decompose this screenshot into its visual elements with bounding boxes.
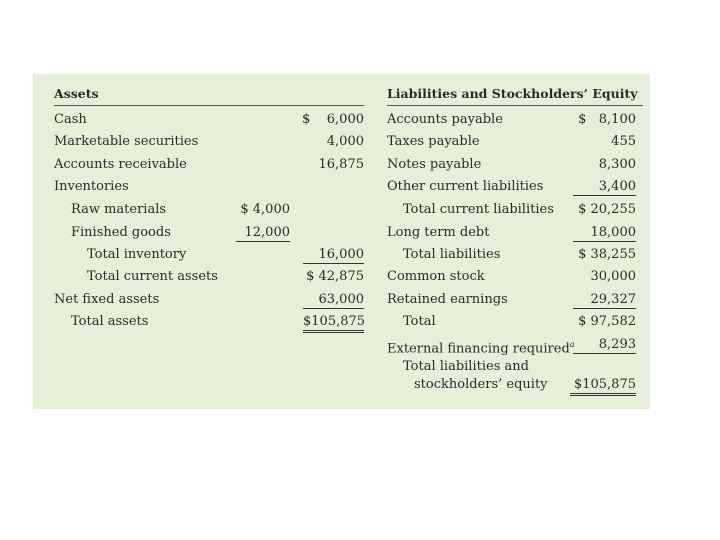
accounts-payable-value: $ 8,100 — [578, 112, 636, 127]
long-term-debt-label: Long term debt — [387, 225, 490, 240]
liabilities-header: Liabilities and Stockholders’ Equity — [387, 86, 638, 101]
external-financing-label: External financing required$^a$ — [387, 340, 575, 357]
assets-header: Assets — [54, 86, 99, 101]
grand-total-label-line2: stockholders’ equity — [414, 377, 548, 392]
inventories-label: Inventories — [54, 179, 129, 194]
finished-goods-label: Finished goods — [71, 225, 171, 240]
cash-label: Cash — [54, 112, 87, 127]
receivable-label: Accounts receivable — [54, 157, 187, 172]
liabilities-header-rule — [387, 105, 643, 106]
net-fixed-assets-value: 63,000 — [303, 292, 364, 309]
balance-sheet-panel — [33, 74, 650, 409]
total-inventory-value: 16,000 — [303, 247, 364, 264]
other-current-liabilities-value: 3,400 — [573, 179, 636, 196]
taxes-payable-value: 455 — [611, 134, 636, 149]
total-current-liabilities-label: Total current liabilities — [403, 202, 554, 217]
finished-goods-value: 12,000 — [236, 225, 290, 242]
footnote-marker: a — [569, 340, 575, 349]
common-stock-value: 30,000 — [590, 269, 636, 284]
retained-earnings-value: 29,327 — [573, 292, 636, 309]
marketable-label: Marketable securities — [54, 134, 199, 149]
receivable-value: 16,875 — [318, 157, 364, 172]
long-term-debt-value: 18,000 — [573, 225, 636, 242]
external-financing-value: 8,293 — [573, 337, 636, 354]
total-assets-value: $105,875 — [303, 314, 364, 333]
raw-materials-label: Raw materials — [71, 202, 167, 217]
net-fixed-assets-label: Net fixed assets — [54, 292, 160, 307]
total-liabilities-label: Total liabilities — [403, 247, 501, 262]
taxes-payable-label: Taxes payable — [387, 134, 480, 149]
grand-total-value: $105,875 — [570, 377, 636, 396]
total-label: Total — [403, 314, 436, 329]
cash-value: $ 6,000 — [301, 112, 364, 127]
assets-header-rule — [54, 105, 364, 106]
raw-materials-value: $ 4,000 — [240, 202, 290, 217]
common-stock-label: Common stock — [387, 269, 485, 284]
total-assets-label: Total assets — [71, 314, 149, 329]
notes-payable-value: 8,300 — [598, 157, 636, 172]
notes-payable-label: Notes payable — [387, 157, 482, 172]
total-value: $ 97,582 — [578, 314, 636, 329]
total-inventory-label: Total inventory — [87, 247, 187, 262]
marketable-value: 4,000 — [326, 134, 364, 149]
total-liabilities-value: $ 38,255 — [578, 247, 636, 262]
retained-earnings-label: Retained earnings — [387, 292, 508, 307]
total-current-liabilities-value: $ 20,255 — [578, 202, 636, 217]
total-current-assets-value: $ 42,875 — [306, 269, 364, 284]
accounts-payable-label: Accounts payable — [387, 112, 503, 127]
total-current-assets-label: Total current assets — [87, 269, 218, 284]
other-current-liabilities-label: Other current liabilities — [387, 179, 544, 194]
grand-total-label-line1: Total liabilities and — [403, 359, 529, 374]
